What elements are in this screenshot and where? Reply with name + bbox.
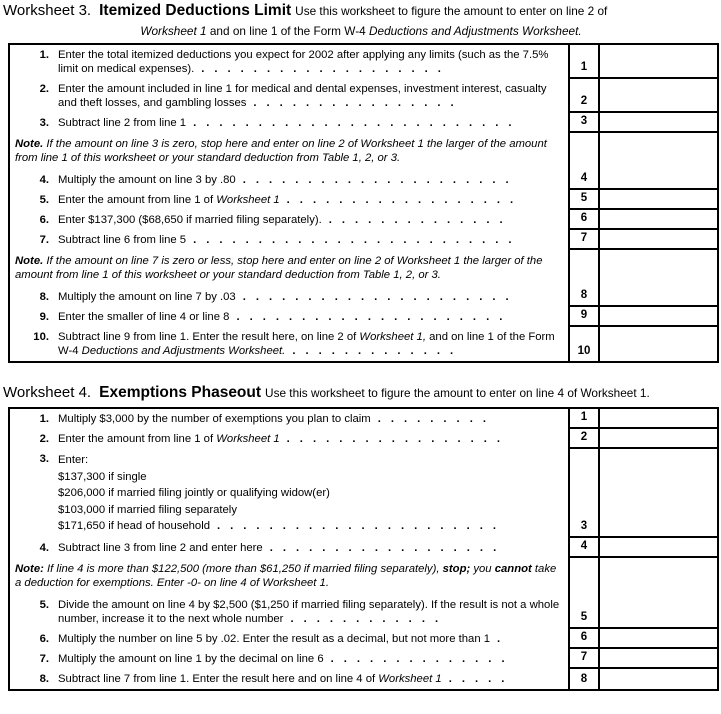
worksheet3-line-5-number bbox=[570, 190, 600, 210]
worksheet3-line-6-amount-box[interactable] bbox=[600, 210, 717, 230]
text-segment: $103,000 if married filing separately bbox=[58, 503, 237, 516]
item-number: 5. bbox=[39, 598, 49, 611]
dot-leader: ..................... bbox=[242, 174, 519, 186]
item-number: 1. bbox=[39, 413, 49, 425]
worksheet3-line-4-description bbox=[10, 133, 570, 190]
dot-leader: ............. bbox=[292, 345, 464, 357]
item-text-line bbox=[58, 485, 560, 502]
dot-leader: .................. bbox=[286, 194, 524, 206]
worksheet3-line-10-amount-box[interactable] bbox=[600, 327, 717, 361]
item-number: 4. bbox=[39, 541, 49, 554]
worksheet4-title: Exemptions Phaseout bbox=[99, 384, 262, 401]
worksheet3-note bbox=[15, 254, 560, 282]
item-text bbox=[58, 48, 560, 76]
worksheet4-line-2-amount-box[interactable] bbox=[600, 429, 717, 449]
line-number: 2 bbox=[580, 431, 588, 443]
item-text-line bbox=[58, 432, 560, 446]
worksheet3-line-1-item bbox=[15, 48, 560, 76]
dot-leader: ................... bbox=[201, 63, 451, 75]
item-text-line bbox=[58, 672, 560, 686]
dot-leader: ...................... bbox=[217, 520, 507, 532]
worksheet4-line-6-item bbox=[15, 632, 560, 646]
worksheet4-line-5-description bbox=[10, 558, 570, 629]
text-segment: Multiply the amount on line 3 by .80 bbox=[58, 174, 236, 186]
worksheet4-line-4-number bbox=[570, 538, 600, 558]
item-text-line bbox=[58, 82, 560, 110]
line-number: 5 bbox=[580, 610, 588, 623]
item-text-line bbox=[58, 598, 560, 626]
item-number: 8. bbox=[39, 291, 49, 303]
item-text bbox=[58, 541, 560, 555]
item-text bbox=[58, 290, 560, 304]
worksheet3-line-8-item bbox=[15, 290, 560, 304]
item-number: 3. bbox=[39, 117, 49, 129]
text-segment: cannot bbox=[494, 562, 532, 575]
worksheet3-header bbox=[3, 2, 719, 38]
text-segment: Enter $137,300 ($68,650 if married filing separately). bbox=[58, 214, 322, 226]
worksheet4-line-7-amount-box[interactable] bbox=[600, 649, 717, 669]
worksheet3-line-8-number bbox=[570, 250, 600, 307]
text-segment: Worksheet 1 bbox=[140, 24, 207, 38]
text-segment: $171,650 if head of household bbox=[58, 520, 211, 532]
worksheet3-line-3-description bbox=[10, 113, 570, 133]
item-text-line bbox=[58, 173, 560, 187]
item-text-line bbox=[58, 116, 560, 130]
worksheet4-line-6-description bbox=[10, 629, 570, 649]
line-number: 8 bbox=[580, 672, 588, 685]
worksheet3-line-2-description bbox=[10, 79, 570, 113]
worksheet3-label: Worksheet 3. bbox=[3, 2, 92, 19]
worksheet3-line-7-number bbox=[570, 230, 600, 250]
worksheet4-line-3-item bbox=[15, 452, 560, 535]
worksheet3-line-5-item bbox=[15, 193, 560, 207]
worksheet4-line-2-number bbox=[570, 429, 600, 449]
item-text bbox=[58, 598, 560, 626]
item-text bbox=[58, 632, 560, 646]
text-segment: Deductions and Adjustments Worksheet. bbox=[81, 345, 286, 357]
worksheet3-line-7-item bbox=[15, 233, 560, 247]
worksheet4-line-7-item bbox=[15, 652, 560, 666]
worksheet4-line-8-description bbox=[10, 669, 570, 689]
item-text bbox=[58, 452, 560, 535]
worksheet3-line-4-item bbox=[15, 173, 560, 187]
worksheet4-line-6-amount-box[interactable] bbox=[600, 629, 717, 649]
line-number: 4 bbox=[580, 172, 588, 184]
text-segment: stop; bbox=[442, 562, 471, 575]
item-text bbox=[58, 116, 560, 130]
text-segment: Enter the amount from line 1 of bbox=[58, 194, 217, 206]
worksheet4-line-8-amount-box[interactable] bbox=[600, 669, 717, 689]
item-text-line bbox=[58, 541, 560, 555]
text-segment: Multiply $3,000 by the number of exemptions you plan to claim bbox=[58, 413, 371, 425]
text-segment: Enter the smaller of line 4 or line 8 bbox=[58, 311, 230, 323]
text-segment: Divide the amount on line 4 by $2,500 ($1,250 if married filing separately). If the result is not a whole number, increase it to the next whole number bbox=[58, 598, 560, 625]
worksheet4-line-7-number bbox=[570, 649, 600, 669]
worksheet4-label: Worksheet 4. bbox=[3, 384, 92, 401]
item-number: 2. bbox=[39, 83, 49, 95]
worksheet3-line-5-amount-box[interactable] bbox=[600, 190, 717, 210]
worksheet3-table bbox=[8, 43, 719, 363]
worksheet4-line-4-item bbox=[15, 541, 560, 555]
item-text-line bbox=[58, 452, 560, 469]
worksheet3-header-line1 bbox=[3, 2, 719, 20]
line-number: 4 bbox=[580, 539, 588, 552]
text-segment: take a deduction for exemptions. Enter -0- on line 4 of Worksheet 1. bbox=[15, 562, 557, 589]
worksheet3-line-2-item bbox=[15, 82, 560, 110]
text-segment: Multiply the number on line 5 by .02. Enter the result as a decimal, but not more than 1 bbox=[58, 632, 491, 645]
item-text-line bbox=[58, 213, 560, 227]
dot-leader: ..... bbox=[448, 672, 515, 685]
dot-leader: ................ bbox=[253, 97, 464, 109]
line-number: 7 bbox=[580, 232, 588, 244]
text-segment: If line 4 is more than $122,500 (more than $61,250 if married filing separately), bbox=[43, 562, 443, 575]
item-text-line bbox=[58, 518, 560, 535]
item-text bbox=[58, 330, 560, 358]
text-segment: Subtract line 7 from line 1. Enter the result here and on line 4 of bbox=[58, 672, 379, 685]
worksheet3-line-1-number bbox=[570, 45, 600, 79]
worksheet3-line-8-amount-box[interactable] bbox=[600, 250, 717, 307]
item-text bbox=[58, 652, 560, 666]
worksheet3-line-4-amount-box[interactable] bbox=[600, 133, 717, 190]
dot-leader: ............ bbox=[290, 612, 449, 625]
text-segment: Enter the amount from line 1 of bbox=[58, 433, 217, 445]
dot-leader: ......... bbox=[377, 413, 496, 425]
worksheet4-note bbox=[15, 562, 560, 590]
worksheet4-line-2-description bbox=[10, 429, 570, 449]
worksheet3-line-6-description bbox=[10, 210, 570, 230]
item-text bbox=[58, 432, 560, 446]
line-number: 6 bbox=[580, 630, 588, 643]
dot-leader: ......................... bbox=[193, 234, 522, 246]
item-text-line bbox=[58, 193, 560, 207]
worksheet3-line-5-description bbox=[10, 190, 570, 210]
worksheet3-line-4-number bbox=[570, 133, 600, 190]
text-segment: $206,000 if married filing jointly or qualifying widow(er) bbox=[58, 487, 330, 499]
worksheet4-line-3-description bbox=[10, 449, 570, 538]
worksheet4-line-1-amount-box[interactable] bbox=[600, 409, 717, 429]
line-number: 1 bbox=[580, 411, 588, 423]
text-segment: Subtract line 2 from line 1 bbox=[58, 117, 187, 129]
line-number: 7 bbox=[580, 650, 588, 663]
item-number: 10. bbox=[33, 331, 49, 343]
text-segment: and on line 1 of the Form W-4 bbox=[58, 331, 555, 357]
text-segment: Multiply the amount on line 1 by the decimal on line 6 bbox=[58, 652, 324, 665]
worksheet4-line-8-item bbox=[15, 672, 560, 686]
item-text bbox=[58, 412, 560, 426]
text-segment: Enter the amount included in line 1 for medical and dental expenses, investment interest, casualty and theft losses, and gambling losses bbox=[58, 83, 547, 109]
worksheet3-line-7-description bbox=[10, 230, 570, 250]
line-number: 9 bbox=[580, 309, 588, 321]
worksheet3-line-1-description bbox=[10, 45, 570, 79]
item-number: 1. bbox=[39, 49, 49, 61]
line-number: 10 bbox=[577, 345, 591, 357]
worksheet3-line-9-description bbox=[10, 307, 570, 327]
text-segment: Note. bbox=[15, 255, 44, 267]
worksheet3-line-7-amount-box[interactable] bbox=[600, 230, 717, 250]
item-text-line bbox=[58, 290, 560, 304]
worksheet3-note bbox=[15, 137, 560, 165]
item-text-line bbox=[58, 652, 560, 666]
item-text bbox=[58, 310, 560, 324]
worksheet4-intro: Use this worksheet to figure the amount to enter on line 4 of Worksheet 1. bbox=[265, 386, 650, 400]
line-number: 2 bbox=[580, 95, 588, 107]
item-text-line bbox=[58, 469, 560, 486]
text-segment: If the amount on line 7 is zero or less, stop here and enter on line 2 of Worksheet 1 the larger of the amount from line 1 of this worksheet or your standard deduction from Table 1, 2, or 3. bbox=[15, 255, 543, 281]
worksheet3-line-10-description bbox=[10, 327, 570, 361]
worksheet3-line-2-number bbox=[570, 79, 600, 113]
text-segment: Worksheet 1 bbox=[378, 672, 442, 685]
worksheet4-header bbox=[3, 384, 719, 402]
item-number: 2. bbox=[39, 433, 49, 445]
worksheet3-line-9-amount-box[interactable] bbox=[600, 307, 717, 327]
worksheet4-line-3-number bbox=[570, 449, 600, 538]
line-number: 6 bbox=[580, 212, 588, 224]
item-text-line bbox=[58, 330, 560, 358]
worksheet3-line-3-item bbox=[15, 116, 560, 130]
item-number: 9. bbox=[39, 311, 49, 323]
item-text bbox=[58, 173, 560, 187]
text-segment: If the amount on line 3 is zero, stop here and enter on line 2 of Worksheet 1 the larger of the amount from line 1 of this worksheet or your standard deduction from Table 1, 2, or 3. bbox=[15, 138, 547, 164]
worksheet3-line-9-item bbox=[15, 310, 560, 324]
text-segment: Subtract line 9 from line 1. Enter the result here, on line 2 of bbox=[58, 331, 360, 343]
worksheet3-line-10-item bbox=[15, 330, 560, 358]
text-segment: you bbox=[470, 562, 495, 575]
worksheet4-table bbox=[8, 407, 719, 691]
item-number: 3. bbox=[39, 453, 49, 465]
text-segment: Enter: bbox=[58, 454, 89, 466]
text-segment: Note. bbox=[15, 138, 44, 150]
worksheet3-title: Itemized Deductions Limit bbox=[99, 2, 292, 19]
item-text-line bbox=[58, 233, 560, 247]
line-number: 8 bbox=[580, 289, 588, 301]
worksheet4-line-4-description bbox=[10, 538, 570, 558]
item-text bbox=[58, 193, 560, 207]
dot-leader: ..................... bbox=[242, 291, 519, 303]
item-number: 6. bbox=[39, 214, 49, 226]
item-text-line bbox=[58, 48, 560, 76]
text-segment: Worksheet 1 bbox=[216, 433, 280, 445]
worksheet3-line-1-amount-box[interactable] bbox=[600, 45, 717, 79]
worksheet3-line-10-number bbox=[570, 327, 600, 361]
text-segment: Enter the total itemized deductions you expect for 2002 after applying any limits (such as the 7.5% limit on medical expenses). bbox=[58, 49, 549, 75]
text-segment: Subtract line 3 from line 2 and enter here bbox=[58, 541, 263, 554]
worksheet3-line-8-description bbox=[10, 250, 570, 307]
line-number: 1 bbox=[580, 61, 588, 73]
text-segment: Worksheet 1 bbox=[216, 194, 280, 206]
item-text bbox=[58, 672, 560, 686]
worksheet3-intro-line2 bbox=[3, 24, 719, 38]
item-text-line bbox=[58, 632, 560, 646]
line-number: 5 bbox=[580, 192, 588, 204]
dot-leader: ................. bbox=[286, 433, 511, 445]
worksheet4-line-5-amount-box[interactable] bbox=[600, 558, 717, 629]
worksheet4-line-2-item bbox=[15, 432, 560, 446]
text-segment: Note: bbox=[15, 562, 44, 575]
dot-leader: .............. bbox=[328, 214, 513, 226]
text-segment: $137,300 if single bbox=[58, 470, 147, 483]
item-text bbox=[58, 82, 560, 110]
item-number: 5. bbox=[39, 194, 49, 206]
item-number: 6. bbox=[39, 632, 49, 645]
text-segment: Subtract line 6 from line 5 bbox=[58, 234, 187, 246]
worksheet4-line-5-item bbox=[15, 598, 560, 626]
line-number: 3 bbox=[580, 115, 588, 127]
worksheet4-line-1-number bbox=[570, 409, 600, 429]
line-number: 3 bbox=[580, 519, 588, 532]
worksheet3-line-9-number bbox=[570, 307, 600, 327]
worksheet3-line-6-number bbox=[570, 210, 600, 230]
item-number: 8. bbox=[39, 672, 49, 685]
item-text-line bbox=[58, 310, 560, 324]
item-text bbox=[58, 213, 560, 227]
worksheet3-line-6-item bbox=[15, 213, 560, 227]
item-number: 7. bbox=[39, 234, 49, 246]
text-segment: and on line 1 of the Form W-4 bbox=[206, 24, 369, 38]
text-segment: Multiply the amount on line 7 by .03 bbox=[58, 291, 236, 303]
dot-leader: .................. bbox=[269, 541, 507, 554]
text-segment: Deductions and Adjustments Worksheet. bbox=[368, 24, 582, 38]
worksheet3-line-2-amount-box[interactable] bbox=[600, 79, 717, 113]
worksheet4-line-6-number bbox=[570, 629, 600, 649]
worksheet3-line-3-amount-box[interactable] bbox=[600, 113, 717, 133]
dot-leader: . bbox=[497, 632, 511, 645]
text-segment: Worksheet 1, bbox=[359, 331, 426, 343]
worksheet3-intro: Use this worksheet to figure the amount to enter on line 2 of bbox=[295, 4, 608, 18]
worksheet4-line-5-number bbox=[570, 558, 600, 629]
worksheet4-header-line1 bbox=[3, 384, 719, 402]
worksheet4-line-3-amount-box[interactable] bbox=[600, 449, 717, 538]
item-number: 4. bbox=[39, 174, 49, 186]
item-text-line bbox=[58, 412, 560, 426]
item-text bbox=[58, 233, 560, 247]
worksheet4-line-1-item bbox=[15, 412, 560, 426]
dot-leader: .............. bbox=[330, 652, 515, 665]
item-text-line bbox=[58, 502, 560, 519]
dot-leader: ......................... bbox=[193, 117, 522, 129]
worksheet3-line-3-number bbox=[570, 113, 600, 133]
dot-leader: ..................... bbox=[236, 311, 513, 323]
worksheet4-line-1-description bbox=[10, 409, 570, 429]
worksheet4-line-7-description bbox=[10, 649, 570, 669]
worksheet4-line-4-amount-box[interactable] bbox=[600, 538, 717, 558]
worksheet4-line-8-number bbox=[570, 669, 600, 689]
item-number: 7. bbox=[39, 652, 49, 665]
